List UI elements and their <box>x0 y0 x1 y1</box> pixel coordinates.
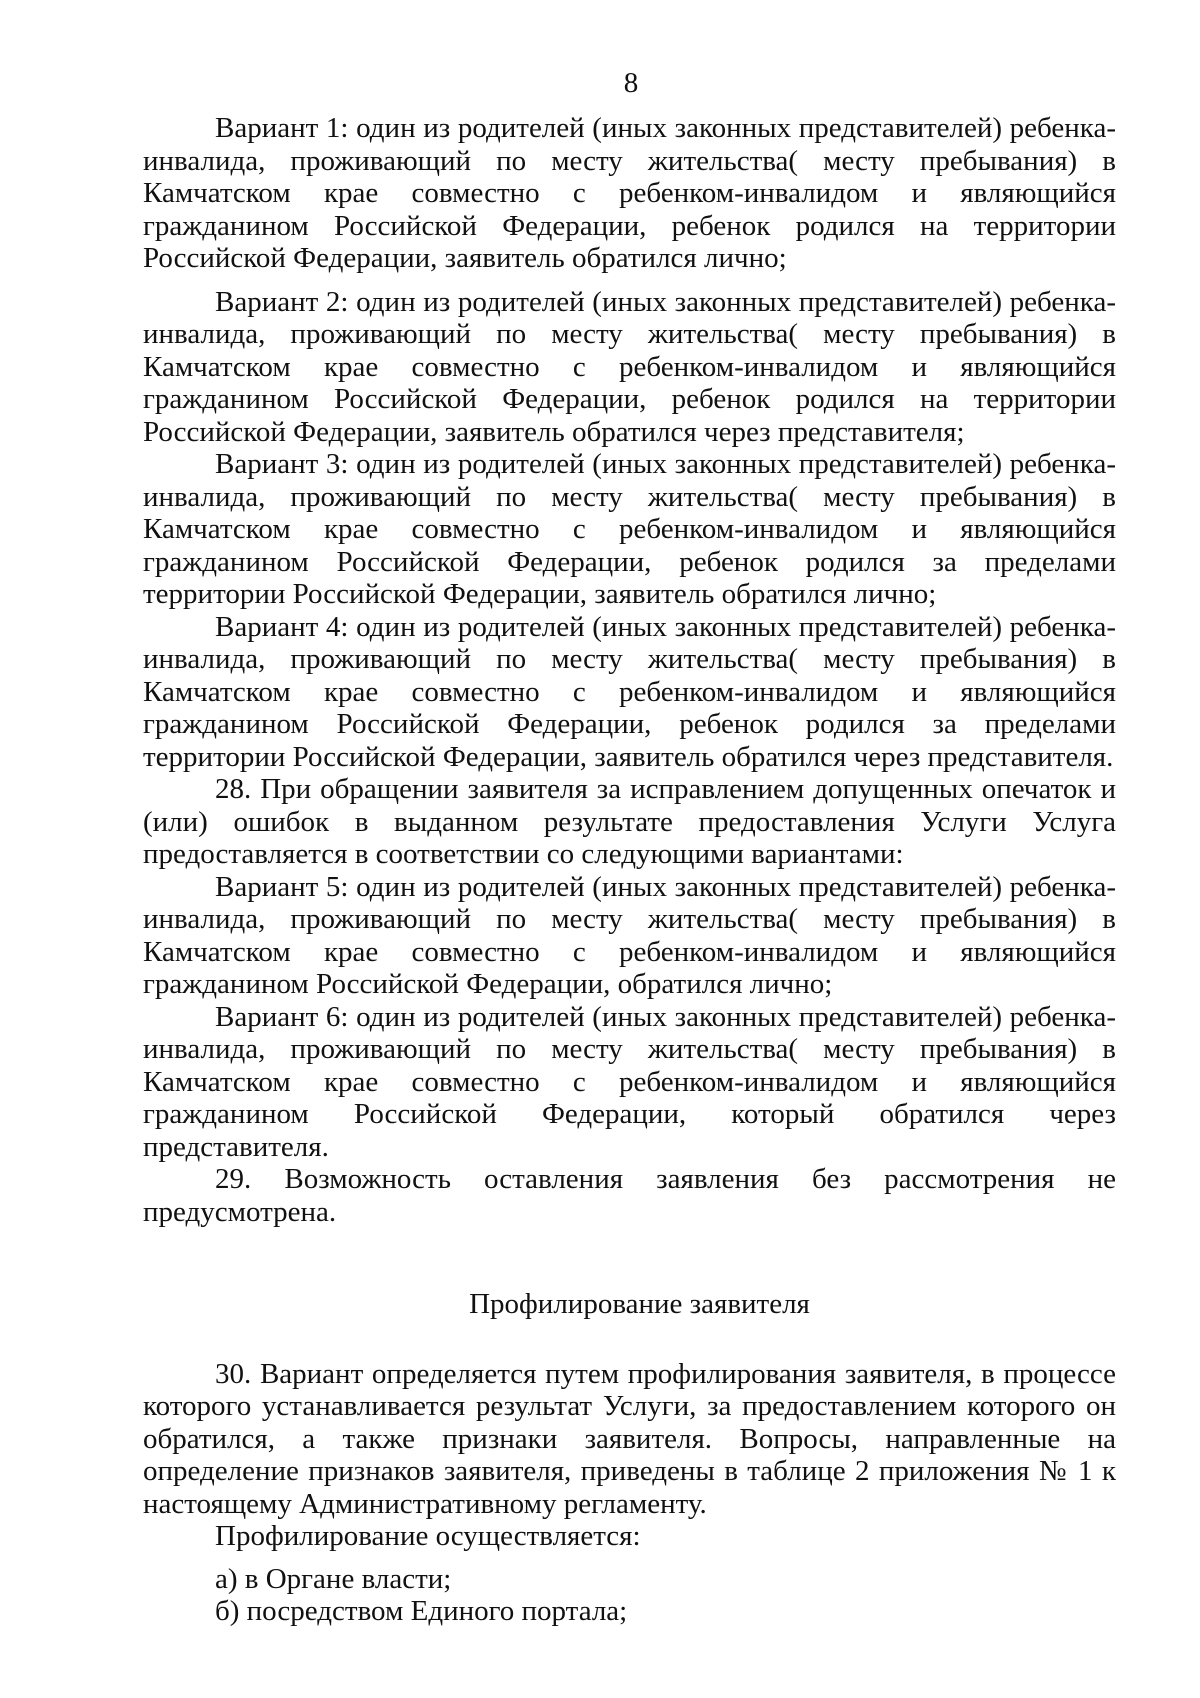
paragraph-item-30: 30. Вариант определяется путем профилирования заявителя, в процессе которого устанавливается результат Услуги, за предоставлением которого он обратился, а также признаки заявителя. Вопросы, направленные на определение признаков заявителя, приведены в таблице 2 приложения № 1 к настоящему Административному регламенту. <box>143 1357 1116 1520</box>
list-item-b: б) посредством Единого портала; <box>215 1595 628 1627</box>
document-body <box>143 112 1116 1628</box>
paragraph-item-28: 28. При обращении заявителя за исправлением допущенных опечаток и (или) ошибок в выданном результате предоставления Услуги Услуга предоставляется в соответствии со следующими вариантами: <box>143 773 1116 870</box>
paragraph-variant-4: Вариант 4: один из родителей (иных законных представителей) ребенка-инвалида, проживающий по месту жительства( месту пребывания) в Камчатском крае совместно с ребенком-инвалидом и являющийся гражданином Российской Федерации, ребенок родился за пределами территории Российской Федерации, заявитель обратился через представителя. <box>143 610 1116 773</box>
paragraph-variant-3: Вариант 3: один из родителей (иных законных представителей) ребенка-инвалида, проживающий по месту жительства( месту пребывания) в Камчатском крае совместно с ребенком-инвалидом и являющийся гражданином Российской Федерации, ребенок родился за пределами территории Российской Федерации, заявитель обратился лично; <box>143 448 1116 610</box>
page-number: 8 <box>623 67 639 99</box>
section-heading: Профилирование заявителя <box>469 1288 810 1320</box>
paragraph-variant-6: Вариант 6: один из родителей (иных законных представителей) ребенка-инвалида, проживающий по месту жительства( месту пребывания) в Камчатском крае совместно с ребенком-инвалидом и являющийся гражданином Российской Федерации, который обратился через представителя. <box>143 1000 1116 1163</box>
paragraph-item-29: 29. Возможность оставления заявления без рассмотрения не предусмотрена. <box>143 1163 1116 1228</box>
paragraph-variant-2: Вариант 2: один из родителей (иных законных представителей) ребенка-инвалида, проживающий по месту жительства( месту пребывания) в Камчатском крае совместно с ребенком-инвалидом и являющийся гражданином Российской Федерации, ребенок родился на территории Российской Федерации, заявитель обратился через представителя; <box>143 285 1116 448</box>
paragraph-variant-5: Вариант 5: один из родителей (иных законных представителей) ребенка-инвалида, проживающий по месту жительства( месту пребывания) в Камчатском крае совместно с ребенком-инвалидом и являющийся гражданином Российской Федерации, обратился лично; <box>143 870 1116 1000</box>
list-item-a: а) в Органе власти; <box>215 1562 452 1595</box>
paragraph-variant-1: Вариант 1: один из родителей (иных законных представителей) ребенка-инвалида, проживающий по месту жительства( месту пребывания) в Камчатском крае совместно с ребенком-инвалидом и являющийся гражданином Российской Федерации, ребенок родился на территории Российской Федерации, заявитель обратился лично; <box>143 112 1116 274</box>
paragraph-profiling-intro: Профилирование осуществляется: <box>215 1520 641 1552</box>
